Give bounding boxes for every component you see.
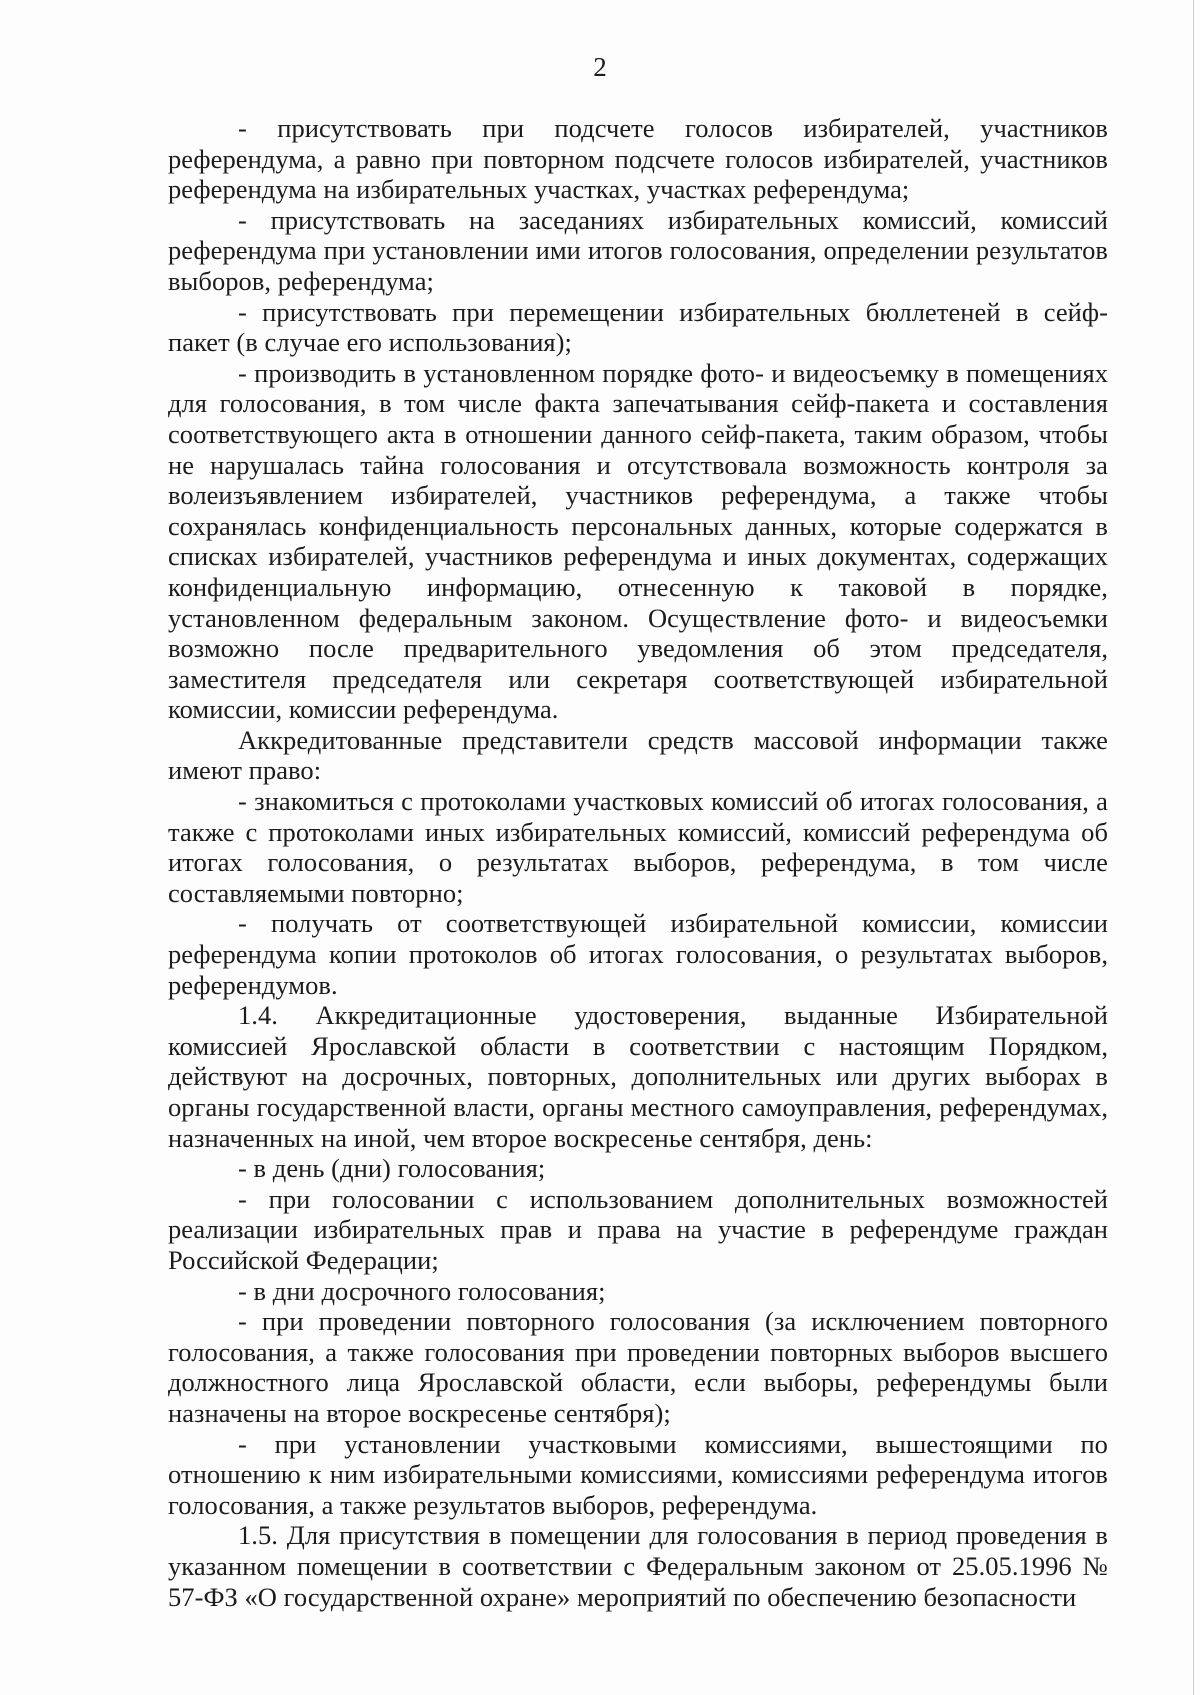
paragraph: 1.4. Аккредитационные удостоверения, выданные Избирательной комиссией Ярославской области в соответствии с настоящим Порядком, действуют на досрочных, повторных, дополнительных или других выборах в органы государственной власти, органы местного самоуправления, референдумах, назначенных на иной, чем второе воскресенье сентября, день: <box>168 1000 1108 1153</box>
paragraph: - в дни досрочного голосования; <box>238 1275 606 1306</box>
page-number: 2 <box>593 52 607 82</box>
paragraph: - присутствовать при перемещении избирательных бюллетеней в сейф-пакет (в случае его использования); <box>168 296 1108 358</box>
paragraph: - получать от соответствующей избирательной комиссии, комиссии референдума копии протоколов об итогах голосования, о результатах выборов, референдумов. <box>168 908 1108 1000</box>
scan-edge-divider <box>1193 0 1194 1695</box>
document-body <box>168 113 1108 1612</box>
paragraph: - присутствовать при подсчете голосов избирателей, участников референдума, а равно при повторном подсчете голосов избирателей, участников референдума на избирательных участках, участках референдума; <box>168 113 1108 205</box>
paragraph: - присутствовать на заседаниях избирательных комиссий, комиссий референдума при установлении ими итогов голосования, определении результатов выборов, референдума; <box>168 204 1108 296</box>
paragraph: - при голосовании с использованием дополнительных возможностей реализации избирательных прав и права на участие в референдуме граждан Российской Федерации; <box>168 1183 1108 1275</box>
paragraph: - производить в установленном порядке фото- и видеосъемку в помещениях для голосования, в том числе факта запечатывания сейф-пакета и составления соответствующего акта в отношении данного сейф-пакета, таким образом, чтобы не нарушалась тайна голосования и отсутствовала возможность контроля за волеизъявлением избирателей, участников референдума, а также чтобы сохранялась конфиденциальность персональных данных, которые содержатся в списках избирателей, участников референдума и иных документах, содержащих конфиденциальную информацию, отнесенную к таковой в порядке, установленном федеральным законом. Осуществление фото- и видеосъемки возможно после предварительного уведомления об этом председателя, заместителя председателя или секретаря соответствующей избирательной комиссии, комиссии референдума. <box>168 357 1108 725</box>
paragraph: - при проведении повторного голосования (за исключением повторного голосования, а также голосования при проведении повторных выборов высшего должностного лица Ярославской области, если выборы, референдумы были назначены на второе воскресенье сентября); <box>168 1306 1108 1428</box>
paragraph: - при установлении участковыми комиссиями, вышестоящими по отношению к ним избирательными комиссиями, комиссиями референдума итогов голосования, а также результатов выборов, референдума. <box>168 1428 1108 1520</box>
paragraph: - в день (дни) голосования; <box>238 1153 546 1184</box>
paragraph: Аккредитованные представители средств массовой информации также имеют право: <box>168 724 1108 786</box>
paragraph: 1.5. Для присутствия в помещении для голосования в период проведения в указанном помещении в соответствии с Федеральным законом от 25.05.1996 № 57-ФЗ «О государственной охране» мероприятий по обеспечению безопасности <box>168 1520 1108 1612</box>
paragraph: - знакомиться с протоколами участковых комиссий об итогах голосования, а также с протоколами иных избирательных комиссий, комиссий референдума об итогах голосования, о результатах выборов, референдума, в том числе составляемыми повторно; <box>168 786 1108 908</box>
